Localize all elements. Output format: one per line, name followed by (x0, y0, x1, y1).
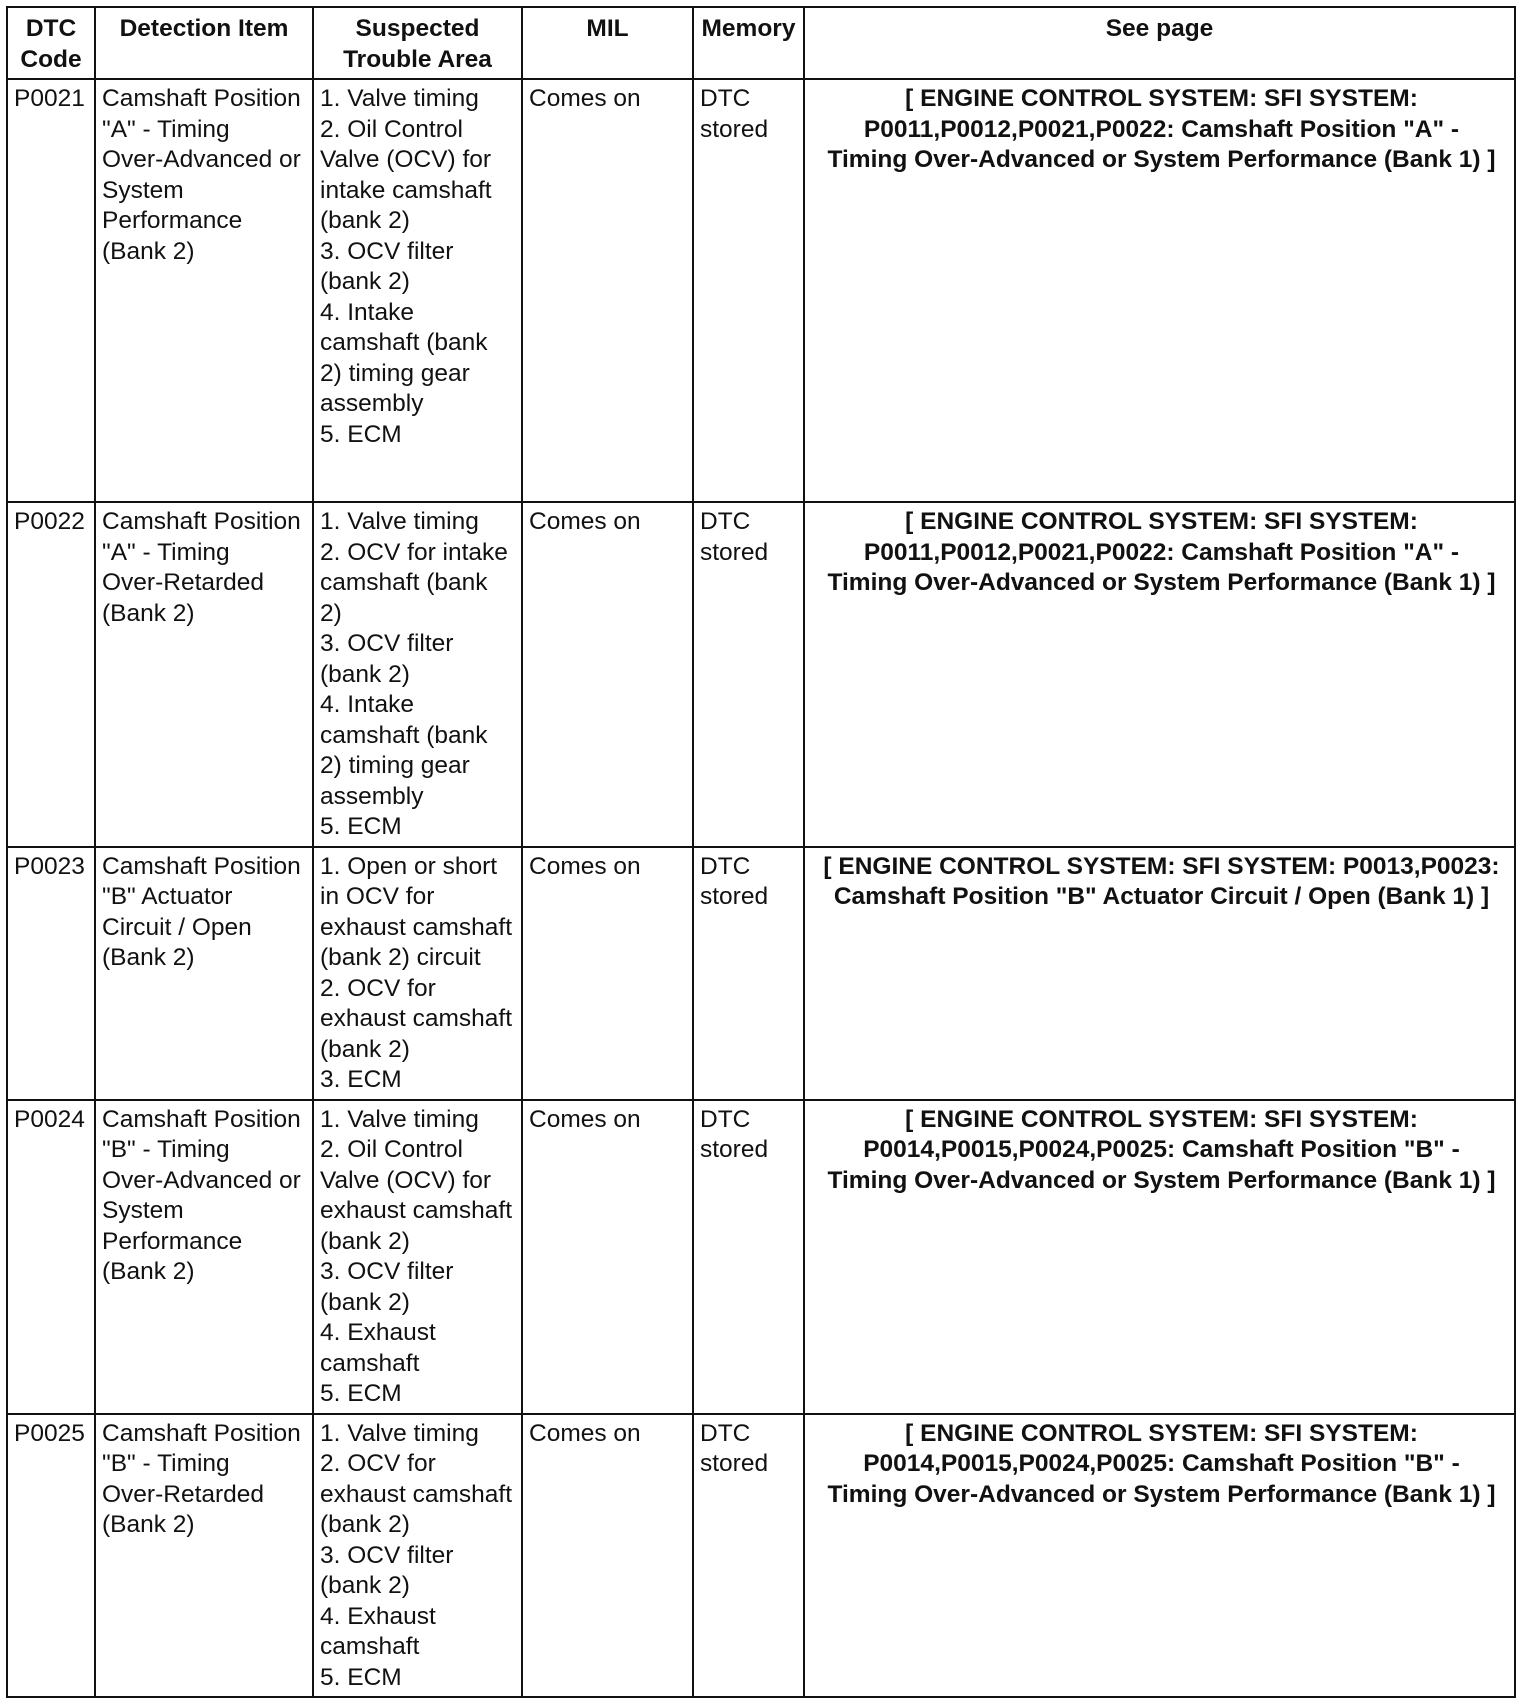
memory-cell (693, 1414, 804, 1698)
text-line: exhaust camshaft (320, 1197, 513, 1224)
memory-cell (693, 847, 804, 1100)
table-row (7, 502, 1515, 847)
text-line: 1. Valve timing (320, 85, 479, 112)
dtc-code-cell: P0024 (7, 1100, 95, 1414)
text-line: camshaft (bank (320, 569, 488, 596)
suspected-trouble-area-cell (313, 1414, 522, 1698)
text-line: (bank 2) (320, 1035, 410, 1063)
header-see-page (804, 7, 1515, 79)
text-line: 3. ECM (320, 1066, 402, 1093)
text-line: exhaust camshaft (320, 1480, 513, 1508)
text-line: P0014,P0015,P0024,P0025: Camshaft Position "B" - (863, 1450, 1460, 1477)
text-line: 2) (320, 599, 342, 627)
text-line: System (102, 176, 184, 204)
text-line: 2. OCV for (320, 1450, 436, 1477)
mil-cell: Comes on (522, 1100, 693, 1414)
memory-cell (693, 1100, 804, 1414)
mil-cell: Comes on (522, 79, 693, 502)
text-line: (Bank 2) (102, 599, 195, 627)
detection-item-cell (95, 1414, 313, 1698)
text-line: Circuit / Open (102, 913, 252, 941)
detection-item-cell (95, 502, 313, 847)
dtc-code-cell: P0023 (7, 847, 95, 1100)
text-line: Camshaft Position (102, 1105, 301, 1133)
text-line: Camshaft Position (102, 508, 301, 535)
text-line: exhaust camshaft (320, 913, 513, 941)
memory-cell (693, 502, 804, 847)
see-page-link[interactable] (804, 79, 1515, 502)
text-line: assembly (320, 390, 424, 417)
text-line: Camshaft Position "B" Actuator Circuit / Open (Bank 1) ] (833, 883, 1490, 910)
text-line: (bank 2) circuit (320, 944, 481, 971)
text-line: camshaft (bank (320, 721, 488, 749)
text-line: (bank 2) (320, 268, 410, 295)
see-page-link[interactable] (804, 1100, 1515, 1414)
text-line: "A" - Timing (102, 115, 230, 143)
text-line: Camshaft Position (102, 1419, 301, 1447)
text-line: Timing Over-Advanced or System Performance (Bank 1) ] (827, 569, 1496, 596)
text-line: 4. Intake (320, 691, 414, 718)
text-line: camshaft (320, 1633, 420, 1660)
text-line: Suspected (355, 15, 480, 42)
mil-cell: Comes on (522, 847, 693, 1100)
see-page-link[interactable] (804, 502, 1515, 847)
text-line: P0011,P0012,P0021,P0022: Camshaft Position "A" - (863, 115, 1460, 143)
text-line: "B" - Timing (102, 1136, 230, 1163)
text-line: DTC (700, 508, 751, 535)
text-line: Code (20, 45, 82, 73)
text-line: 2) timing gear (320, 359, 470, 387)
table-row (7, 1414, 1515, 1698)
text-line: Detection Item (119, 15, 289, 42)
text-line: (bank 2) (320, 1511, 410, 1538)
text-line: [ ENGINE CONTROL SYSTEM: SFI SYSTEM: (905, 508, 1418, 535)
mil-cell: Comes on (522, 502, 693, 847)
table-body (7, 79, 1515, 1697)
text-line: camshaft (bank (320, 329, 488, 356)
suspected-trouble-area-cell (313, 502, 522, 847)
detection-item-cell (95, 1100, 313, 1414)
text-line: DTC (700, 85, 751, 112)
suspected-trouble-area-cell (313, 1100, 522, 1414)
text-line: assembly (320, 782, 424, 810)
table-row (7, 1100, 1515, 1414)
text-line: (bank 2) (320, 207, 410, 234)
text-line: stored (700, 1136, 769, 1163)
text-line: P0014,P0015,P0024,P0025: Camshaft Position "B" - (863, 1136, 1460, 1163)
text-line: exhaust camshaft (320, 1005, 513, 1032)
text-line: DTC (700, 1419, 751, 1447)
text-line: 4. Exhaust (320, 1602, 436, 1630)
text-line: (Bank 2) (102, 1511, 195, 1538)
text-line: Performance (102, 1227, 243, 1255)
detection-item-cell (95, 847, 313, 1100)
suspected-trouble-area-cell (313, 847, 522, 1100)
text-line: [ ENGINE CONTROL SYSTEM: SFI SYSTEM: (905, 1105, 1418, 1133)
text-line: 2) timing gear (320, 752, 470, 779)
text-line: stored (700, 1450, 769, 1477)
detection-item-cell (95, 79, 313, 502)
text-line: 4. Intake (320, 298, 414, 326)
table-row (7, 847, 1515, 1100)
text-line: 1. Valve timing (320, 1419, 479, 1447)
text-line: Timing Over-Advanced or System Performance (Bank 1) ] (827, 1480, 1496, 1508)
text-line: Valve (OCV) for (320, 1166, 492, 1194)
text-line: 5. ECM (320, 1380, 402, 1407)
header-dtc-code (7, 7, 95, 79)
text-line: 1. Valve timing (320, 1105, 479, 1133)
text-line: "A" - Timing (102, 538, 230, 566)
text-line: "B" Actuator (102, 883, 233, 910)
text-line: in OCV for (320, 883, 435, 910)
text-line: Memory (701, 15, 796, 42)
text-line: stored (700, 115, 769, 143)
text-line: "B" - Timing (102, 1450, 230, 1477)
see-page-link[interactable] (804, 1414, 1515, 1698)
text-line: 1. Valve timing (320, 508, 479, 535)
text-line: Timing Over-Advanced or System Performance (Bank 1) ] (827, 146, 1496, 173)
text-line: DTC (700, 852, 751, 880)
dtc-code-cell: P0022 (7, 502, 95, 847)
text-line: Trouble Area (343, 45, 492, 73)
text-line: [ ENGINE CONTROL SYSTEM: SFI SYSTEM: (905, 1419, 1418, 1447)
dtc-table (6, 6, 1516, 1698)
header-memory (693, 7, 804, 79)
suspected-trouble-area-cell (313, 79, 522, 502)
table-row (7, 79, 1515, 502)
text-line: Camshaft Position (102, 85, 301, 112)
text-line: (Bank 2) (102, 1258, 195, 1285)
text-line: DTC (25, 15, 77, 42)
text-line: 5. ECM (320, 1663, 402, 1691)
text-line: (bank 2) (320, 1288, 410, 1316)
text-line: 2. Oil Control (320, 1136, 463, 1163)
text-line: (bank 2) (320, 660, 410, 688)
dtc-code-cell: P0021 (7, 79, 95, 502)
dtc-document (6, 6, 1514, 1698)
text-line: 3. OCV filter (320, 1258, 454, 1285)
text-line: DTC (700, 1105, 751, 1133)
text-line: MIL (586, 15, 629, 42)
text-line: 5. ECM (320, 420, 402, 448)
text-line: 3. OCV filter (320, 237, 454, 265)
text-line: [ ENGINE CONTROL SYSTEM: SFI SYSTEM: P0013,P0023: (823, 852, 1500, 880)
header-mil (522, 7, 693, 79)
text-line: 2. OCV for (320, 974, 436, 1002)
text-line: Timing Over-Advanced or System Performance (Bank 1) ] (827, 1166, 1496, 1194)
text-line: 1. Open or short (320, 852, 498, 880)
text-line: (Bank 2) (102, 237, 195, 265)
text-line: P0011,P0012,P0021,P0022: Camshaft Position "A" - (863, 538, 1460, 566)
text-line: camshaft (320, 1349, 420, 1377)
text-line: (Bank 2) (102, 944, 195, 971)
text-line: 5. ECM (320, 813, 402, 840)
text-line: System (102, 1197, 184, 1224)
dtc-code-cell: P0025 (7, 1414, 95, 1698)
table-header-row (7, 7, 1515, 79)
text-line: 2. Oil Control (320, 115, 463, 143)
text-line: stored (700, 883, 769, 910)
memory-cell (693, 79, 804, 502)
text-line: 3. OCV filter (320, 630, 454, 657)
header-suspected-trouble-area (313, 7, 522, 79)
text-line: Over-Advanced or (102, 1166, 301, 1194)
text-line: 4. Exhaust (320, 1319, 436, 1346)
text-line: (bank 2) (320, 1227, 410, 1255)
text-line: See page (1105, 15, 1214, 42)
text-line: (bank 2) (320, 1572, 410, 1599)
text-line: Over-Advanced or (102, 146, 301, 173)
text-line: stored (700, 538, 769, 566)
text-line: Over-Retarded (102, 1480, 265, 1508)
see-page-link[interactable] (804, 847, 1515, 1100)
mil-cell: Comes on (522, 1414, 693, 1698)
header-detection-item (95, 7, 313, 79)
text-line: Over-Retarded (102, 569, 265, 596)
text-line: intake camshaft (320, 176, 492, 204)
text-line: 2. OCV for intake (320, 538, 508, 566)
text-line: Camshaft Position (102, 852, 301, 880)
text-line: [ ENGINE CONTROL SYSTEM: SFI SYSTEM: (905, 85, 1418, 112)
text-line: Valve (OCV) for (320, 146, 492, 173)
text-line: Performance (102, 207, 243, 234)
text-line: 3. OCV filter (320, 1541, 454, 1569)
